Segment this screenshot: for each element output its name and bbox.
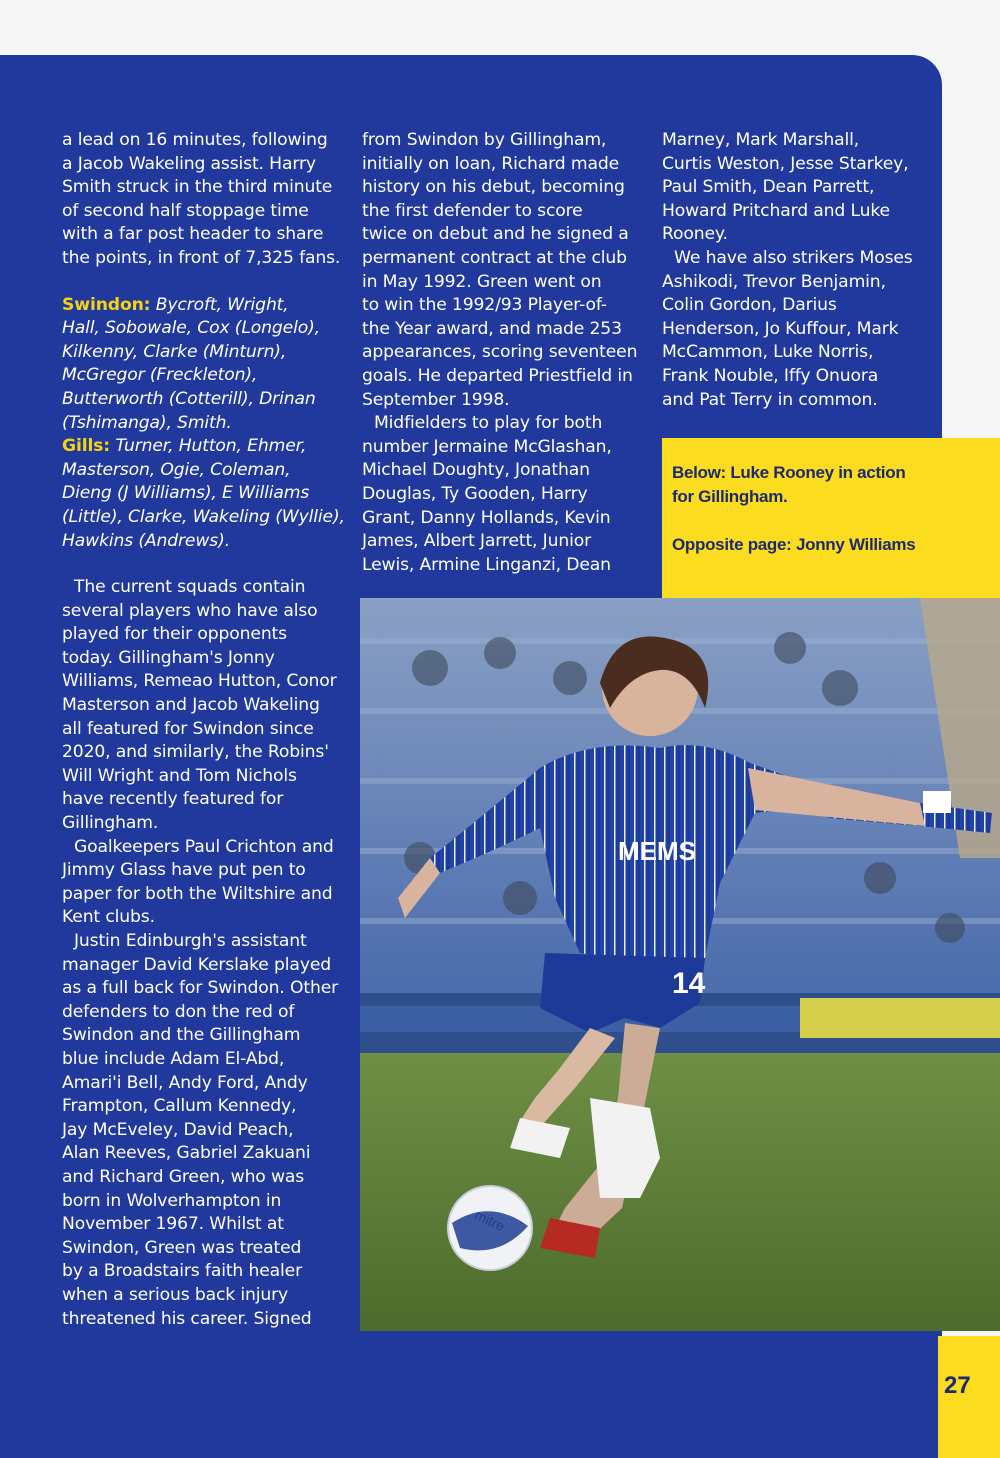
text-line: Williams, Remeao Hutton, Conor [62,671,337,692]
text-line: September 1998. [362,389,510,410]
column-1 [62,129,352,1331]
text-line: played for their opponents [62,624,287,645]
text-line: several players who have also [62,600,318,621]
text-line: McCammon, Luke Norris, [662,342,874,363]
caption-box-edge [942,438,1000,598]
text-line: when a serious back injury [62,1284,289,1305]
text-line: Douglas, Ty Gooden, Harry [362,483,588,504]
text-line: threatened his career. Signed [62,1308,312,1329]
text-line: The current squads contain [74,577,306,598]
shirt-number-text: 14 [672,967,706,1000]
gills-lineup [62,459,352,553]
text-line: as a full back for Swindon. Other [62,978,339,999]
green-paragraph [362,129,652,412]
text-line: paper for both the Wiltshire and [62,883,333,904]
text-line: Curtis Weston, Jesse Starkey, [662,153,909,174]
text-line: James, Albert Jarrett, Junior [362,531,591,552]
text-line: initially on loan, Richard made [362,153,620,174]
intro-paragraph [62,129,352,271]
text-line: We have also strikers Moses [674,247,913,268]
midfielders-continued [662,129,932,247]
caption-line-1: Below: Luke Rooney in action [672,463,906,482]
text-line: Hawkins (Andrews). [62,530,230,551]
text-line: Michael Doughty, Jonathan [362,460,590,481]
text-line: appearances, scoring seventeen [362,342,638,363]
text-line: Amari'i Bell, Andy Ford, Andy [62,1072,308,1093]
goalkeepers-paragraph [62,836,352,930]
text-line: Lewis, Armine Linganzi, Dean [362,554,611,575]
text-line: to win the 1992/93 Player-of- [362,295,607,316]
text-line: Will Wright and Tom Nichols [62,765,297,786]
text-line: goals. He departed Priestfield in [362,365,633,386]
text-line: Frank Nouble, Iffy Onuora [662,365,879,386]
text-line: Grant, Danny Hollands, Kevin [362,507,611,528]
text-line: Jimmy Glass have put pen to [62,860,306,881]
text-line: with a far post header to share [62,224,324,245]
text-line: Jay McEveley, David Peach, [62,1119,294,1140]
text-line: the Year award, and made 253 [362,318,622,339]
swindon-lineup [62,317,352,435]
text-line: Kilkenny, Clarke (Minturn), [62,341,287,362]
text-line: a lead on 16 minutes, following [62,130,328,150]
text-line: all featured for Swindon since [62,718,314,739]
text-line: Dieng (J Williams), E Williams [62,483,310,504]
text-line: Paul Smith, Dean Parrett, [662,177,875,198]
text-line: Swindon, Green was treated [62,1237,302,1258]
text-line: from Swindon by Gillingham, [362,130,607,150]
text-line: 2020, and similarly, the Robins' [62,742,329,763]
text-line: Gillingham. [62,813,159,834]
text-line: Masterson, Ogie, Coleman, [62,459,291,480]
text-line: history on his debut, becoming [362,177,625,198]
player-action-photo [360,598,1000,1331]
text-line: Howard Pritchard and Luke [662,200,890,221]
text-line: Ashikodi, Trevor Benjamin, [662,271,886,292]
caption-line-3: Opposite page: Jonny Williams [672,535,916,554]
text-line: in May 1992. Green went on [362,271,602,292]
text-line: Kent clubs. [62,907,155,928]
text-line: Masterson and Jacob Wakeling [62,695,320,716]
strikers-paragraph [662,247,932,412]
defenders-paragraph [62,930,352,1331]
text-line: Henderson, Jo Kuffour, Mark [662,318,899,339]
column-2 [362,129,652,577]
text-line: Frampton, Callum Kennedy, [62,1096,297,1117]
text-line: a Jacob Wakeling assist. Harry [62,153,316,174]
text-line: by a Broadstairs faith healer [62,1261,302,1282]
text-line: McGregor (Freckleton), [62,365,258,386]
column-3 [662,129,932,412]
text-line: permanent contract at the club [362,247,627,268]
text-line: Goalkeepers Paul Crichton and [74,836,334,857]
text-line: born in Wolverhampton in [62,1190,282,1211]
caption-line-2: for Gillingham. [672,487,788,506]
text-line: number Jermaine McGlashan, [362,436,612,457]
text-line: the points, in front of 7,325 fans. [62,247,341,268]
match-lineups [62,294,352,554]
swindon-label: Swindon: [62,294,151,315]
gills-lineup-first: Turner, Hutton, Ehmer, [115,436,307,457]
text-line: Alan Reeves, Gabriel Zakuani [62,1143,311,1164]
text-line: blue include Adam El-Abd, [62,1048,285,1069]
ball-brand-text: mitre [472,1206,508,1235]
photo-caption-box [662,438,942,598]
text-line: twice on debut and he signed a [362,224,629,245]
text-line: of second half stoppage time [62,200,309,221]
text-line: manager David Kerslake played [62,954,332,975]
text-line: Colin Gordon, Darius [662,295,837,316]
text-line: Swindon and the Gillingham [62,1025,301,1046]
text-line: Butterworth (Cotterill), Drinan [62,388,316,409]
midfielders-paragraph [362,412,652,577]
swindon-lineup-first: Bycroft, Wright, [155,294,289,315]
page-number: 27 [944,1372,971,1399]
text-line: defenders to don the red of [62,1001,295,1022]
text-line: (Tshimanga), Smith. [62,412,232,433]
text-line: Smith struck in the third minute [62,177,333,198]
text-line: Hall, Sobowale, Cox (Longelo), [62,318,320,339]
text-line: Justin Edinburgh's assistant [74,931,307,951]
text-line: Marney, Mark Marshall, [662,130,860,150]
text-line: and Richard Green, who was [62,1166,305,1187]
squads-paragraph [62,576,352,836]
text-line: and Pat Terry in common. [662,389,878,410]
text-line: have recently featured for [62,789,284,810]
text-line: today. Gillingham's Jonny [62,647,275,668]
text-line: Midfielders to play for both [374,413,603,434]
text-line: November 1967. Whilst at [62,1214,284,1235]
text-line: (Little), Clarke, Wakeling (Wyllie), [62,506,345,527]
text-line: the first defender to score [362,200,583,221]
text-line: Rooney. [662,224,728,245]
gills-label: Gills: [62,436,110,457]
shirt-sponsor-text: MEMS [618,836,696,866]
